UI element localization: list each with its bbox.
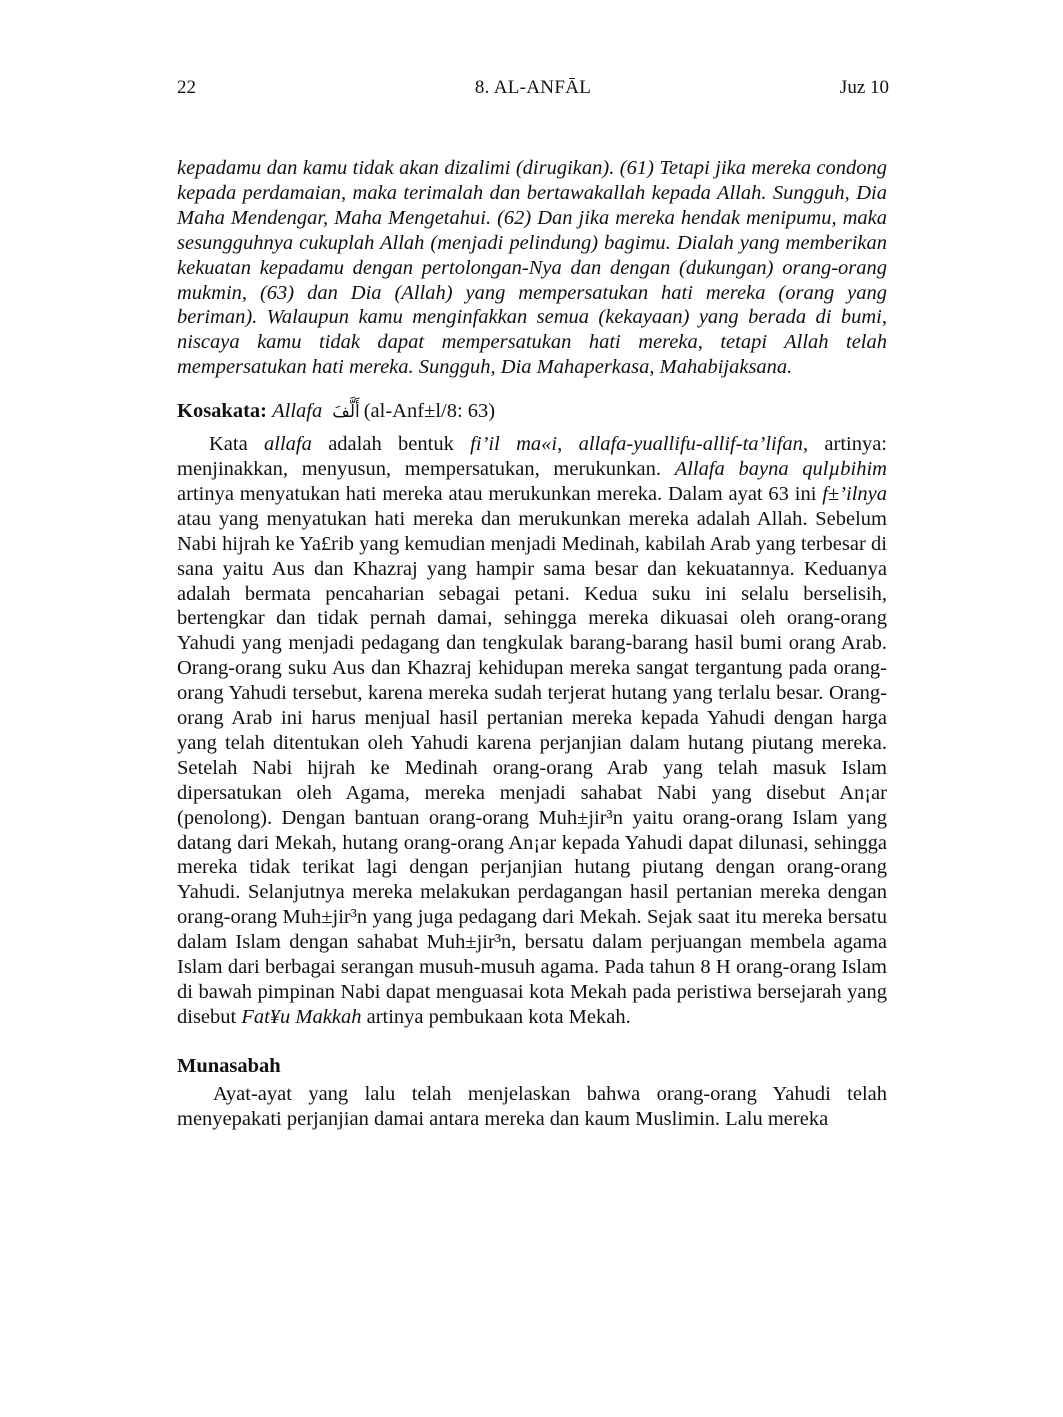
- chapter-title: 8. AL-ANFĀL: [474, 77, 592, 98]
- munasabah-paragraph: Ayat-ayat yang lalu telah menjelaskan bahwa orang-orang Yahudi telah menyepakati perjanjian damai antara mereka dan kaum Muslimin. Lalu mereka: [177, 1082, 887, 1130]
- italic-term: allafa: [264, 433, 312, 456]
- italic-term: Fat¥u Makkah: [241, 1005, 362, 1028]
- kosakata-heading: [177, 399, 887, 425]
- juz-label: Juz 10: [839, 77, 889, 98]
- italic-term: allafa-yuallifu-allif-ta’lifan: [578, 433, 803, 456]
- kosakata-paragraph: [177, 432, 887, 1030]
- text-run: artinya menyatukan hati mereka atau merukunkan mereka. Dalam ayat 63 ini: [177, 482, 823, 505]
- content: [177, 156, 887, 1132]
- kosakata-arabic: أَلَّفَ: [332, 402, 360, 423]
- verse-translation: kepadamu dan kamu tidak akan dizalimi (dirugikan). (61) Tetapi jika mereka condong kepada perdamaian, maka terimalah dan bertawakallah kepada Allah. Sungguh, Dia Maha Mendengar, Maha Mengetahui. (62) Dan jika mereka hendak menipumu, maka sesungguhnya cukuplah Allah (menjadi pelindung) bagimu. Dialah yang memberikan kekuatan kepadamu dengan pertolongan-Nya dan dengan (dukungan) orang-orang mukmin, (63) dan Dia (Allah) yang mempersatukan hati mereka (orang yang beriman). Walaupun kamu menginfakkan semua (kekayaan) yang berada di bumi, niscaya kamu tidak dapat mempersatukan hati mereka, tetapi Allah telah mempersatukan hati mereka. Sungguh, Dia Mahaperkasa, Mahabijaksana.: [177, 157, 887, 379]
- italic-term: fi’il ma«i: [470, 433, 558, 456]
- page-number: 22: [177, 77, 196, 98]
- kosakata-reference: (al-Anf±l/8: 63): [363, 400, 496, 423]
- text-run: Kata: [209, 433, 265, 456]
- text-run: adalah bentuk: [311, 433, 471, 456]
- text-run: ,: [557, 433, 579, 456]
- text-run: artinya pembukaan kota Mekah.: [361, 1005, 631, 1028]
- kosakata-term: Allafa: [272, 400, 323, 423]
- text-run: , artinya: menjinakkan, menyusun, mempersatukan, merukunkan.: [177, 433, 888, 480]
- italic-term: Allafa bayna qulµbihim: [674, 457, 887, 480]
- kosakata-label: Kosakata:: [177, 400, 267, 423]
- italic-term: f±’ilnya: [822, 482, 887, 505]
- munasabah-heading: Munasabah: [177, 1054, 281, 1077]
- text-run: atau yang menyatukan hati mereka dan merukunkan mereka adalah Allah. Sebelum Nabi hijrah ke Ya£rib yang kemudian menjadi Medinah, kabilah Arab yang terbesar di sana yaitu Aus dan Khazraj yang hampir sama besar dan kekuatannya. Keduanya adalah bermata pencaharian sebagai petani. Kedua suku ini selalu berselisih, bertengkar dan tidak pernah damai, sehingga mereka dikuasai oleh orang-orang Yahudi yang menjadi pedagang dan tengkulak barang-barang hasil bumi orang Arab. Orang-orang suku Aus dan Khazraj kehidupan mereka sangat tergantung pada orang-orang Yahudi tersebut, karena mereka sudah terjerat hutang yang terlalu besar. Orang-orang Arab ini harus menjual hasil pertanian mereka kepada Yahudi dengan harga yang telah ditentukan oleh Yahudi karena perjanjian dalam hutang piutang mereka. Setelah Nabi hijrah ke Medinah orang-orang Arab yang telah masuk Islam dipersatukan oleh Agama, mereka menjadi sahabat Nabi yang disebut An¡ar (penolong). Dengan bantuan orang-orang Muh±jir³n yaitu orang-orang Islam yang datang dari Mekah, hutang orang-orang An¡ar kepada Yahudi dapat dilunasi, sehingga mereka tidak terikat lagi dengan perjanjian hutang piutang dengan orang-orang Yahudi. Selanjutnya mereka melakukan perdagangan hasil pertanian mereka dengan orang-orang Muh±jir³n yang juga pedagang dari Mekah. Sejak saat itu mereka bersatu dalam Islam dengan sahabat Muh±jir³n, bersatu dalam perjuangan membela agama Islam dari berbagai serangan musuh-musuh agama. Pada tahun 8 H orang-orang Islam di bawah pimpinan Nabi dapat menguasai kota Mekah pada peristiwa bersejarah yang disebut: [177, 507, 887, 1028]
